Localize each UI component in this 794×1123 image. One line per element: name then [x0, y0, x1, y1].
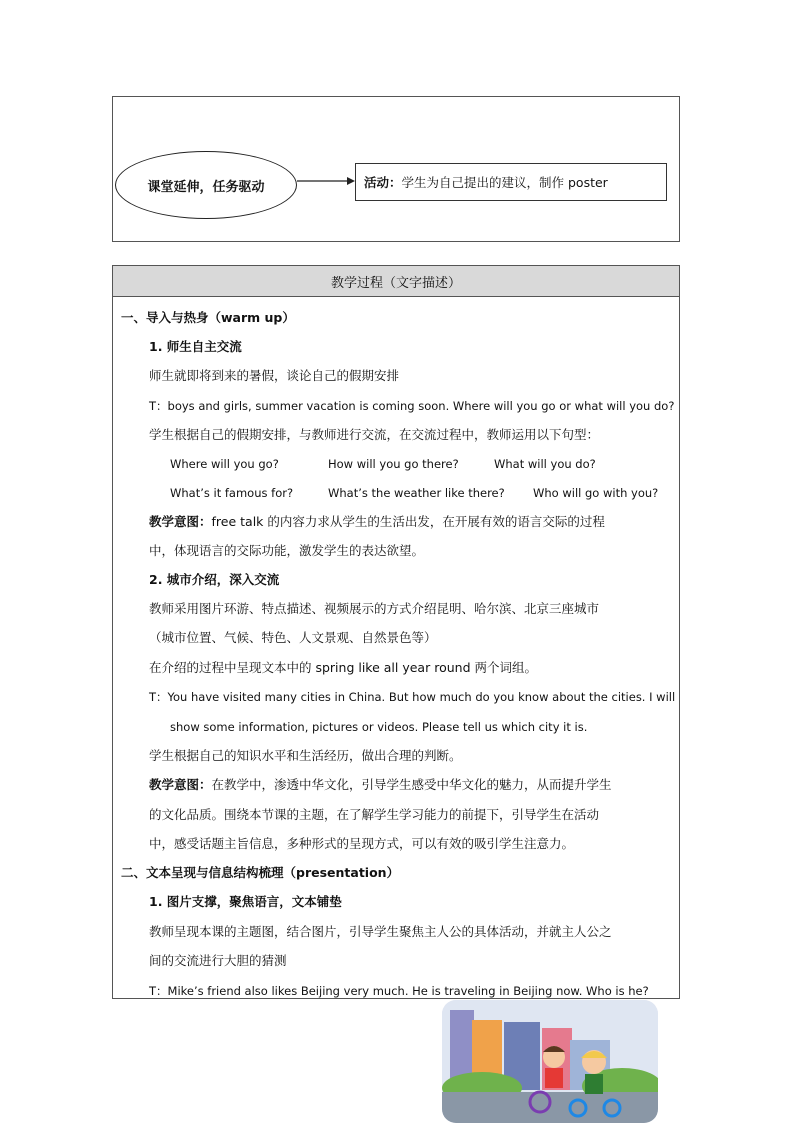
- kids-biking-illustration: [442, 1000, 658, 1123]
- paragraph-text: 间的交流进行大胆的猜测: [149, 953, 287, 968]
- intent-label: 教学意图：: [149, 514, 212, 529]
- teaching-intent-2: [149, 776, 612, 794]
- arrow-icon: [297, 175, 357, 187]
- teaching-intent-1: [149, 513, 605, 531]
- paragraph-text: 的文化品质。围绕本节课的主题，在了解学生学习能力的前提下，引导学生在活动: [149, 807, 600, 822]
- question-what: What will you do?: [494, 457, 596, 471]
- subheading-2-1: 1. 图片支撑，聚焦语言，文本铺垫: [149, 894, 342, 909]
- ellipse-label: 课堂延伸，任务驱动: [147, 179, 265, 195]
- teacher-line: T：boys and girls, summer vacation is coming soon. Where will you go or what will you do?: [149, 399, 675, 413]
- intent-text: free talk 的内容力求从学生的生活出发，在开展有效的语言交际的过程: [211, 514, 605, 529]
- teaching-process-box: [112, 265, 680, 999]
- subheading-1-2: 2. 城市介绍，深入交流: [149, 572, 280, 587]
- process-header: [113, 266, 679, 297]
- paragraph-text: 学生根据自己的知识水平和生活经历，做出合理的判断。: [149, 748, 462, 763]
- paragraph-text: 在介绍的过程中呈现文本中的 spring like all year round 两个词组。: [149, 660, 537, 675]
- question-where: Where will you go?: [170, 457, 279, 471]
- section-heading-1: 一、导入与热身（warm up）: [121, 310, 295, 325]
- paragraph-text: 教师采用图片环游、特点描述、视频展示的方式介绍昆明、哈尔滨、北京三座城市: [149, 601, 600, 616]
- activity-diagram: [112, 96, 680, 242]
- teacher-line: T：Mike’s friend also likes Beijing very much. He is traveling in Beijing now. Who is he?: [149, 984, 649, 998]
- question-famous: What’s it famous for?: [170, 486, 294, 500]
- paragraph-text: 师生就即将到来的暑假，谈论自己的假期安排: [149, 368, 400, 383]
- paragraph-text: 学生根据自己的假期安排，与教师进行交流，在交流过程中，教师运用以下句型：: [149, 427, 600, 442]
- extension-ellipse: [115, 151, 297, 219]
- activity-box: [355, 163, 667, 201]
- question-weather: What’s the weather like there?: [328, 486, 505, 500]
- process-header-text: 教学过程（文字描述）: [330, 275, 461, 291]
- intent-label: 教学意图：: [149, 777, 212, 792]
- paragraph-text: 教师呈现本课的主题图，结合图片，引导学生聚焦主人公的具体活动，并就主人公之: [149, 924, 612, 939]
- paragraph-text: （城市位置、气候、特色、人文景观、自然景色等）: [149, 630, 437, 645]
- teacher-line: T：You have visited many cities in China. But how much do you know about the cities. I will: [149, 690, 676, 704]
- paragraph-text: 中，体现语言的交际功能，激发学生的表达欲望。: [149, 543, 425, 558]
- subheading-1-1: 1. 师生自主交流: [149, 339, 242, 354]
- activity-label: 活动：: [364, 175, 402, 190]
- intent-text: 在教学中，渗透中华文化，引导学生感受中华文化的魅力，从而提升学生: [211, 777, 612, 792]
- question-who: Who will go with you?: [533, 486, 659, 500]
- paragraph-text: 中，感受话题主旨信息，多种形式的呈现方式，可以有效的吸引学生注意力。: [149, 836, 575, 851]
- activity-text: 学生为自己提出的建议，制作 poster: [401, 175, 608, 190]
- teacher-line-cont: show some information, pictures or videos. Please tell us which city it is.: [170, 720, 588, 734]
- section-heading-2: 二、文本呈现与信息结构梳理（presentation）: [121, 865, 400, 880]
- question-how: How will you go there?: [328, 457, 459, 471]
